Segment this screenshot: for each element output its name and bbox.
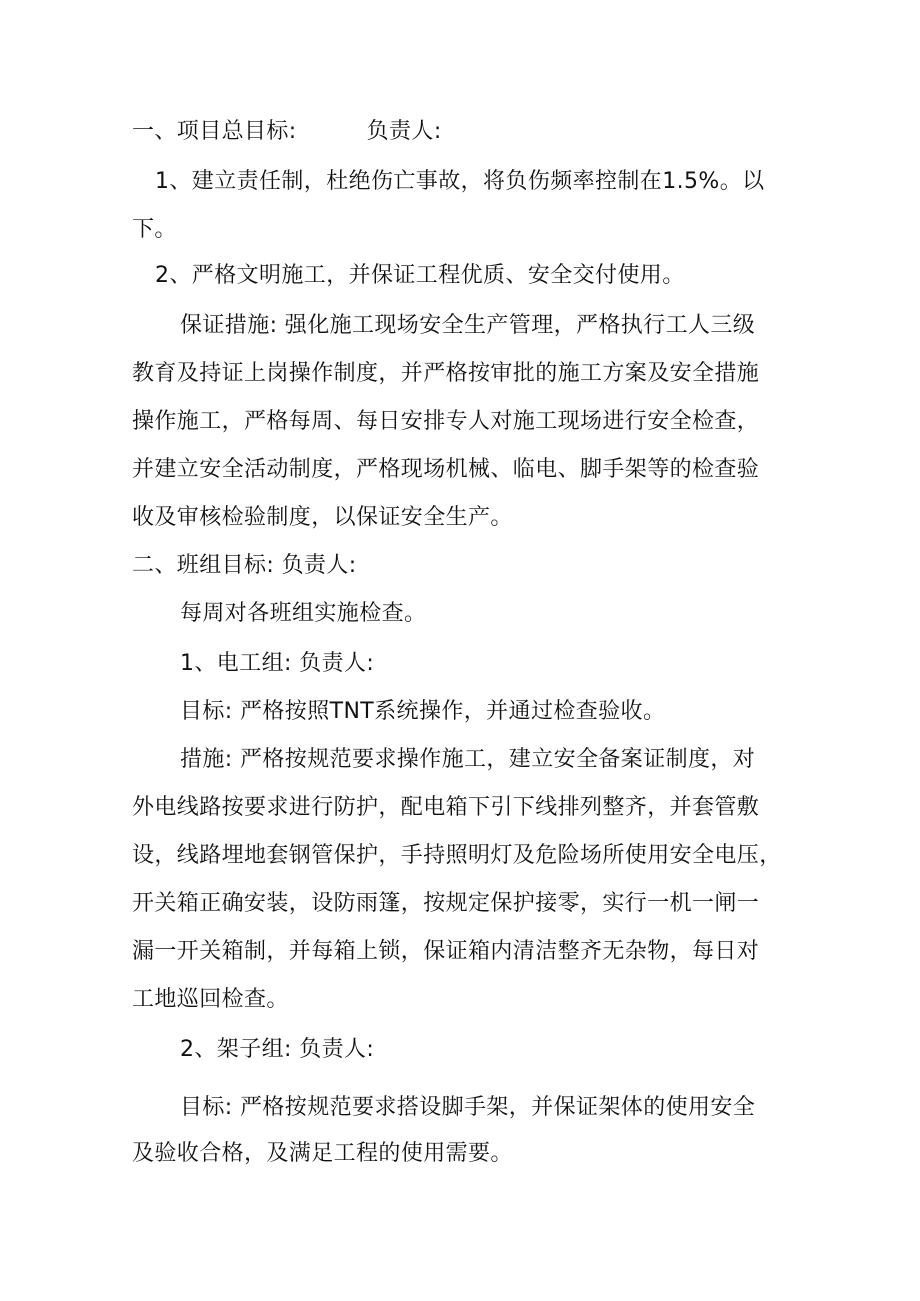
electrician-measures-line: 开关箱正确安装，设防雨篷，按规定保护接零，实行一机一闸一 [132, 891, 760, 916]
section-1-heading [132, 118, 442, 146]
section-2-heading: 二、班组目标: 负责人: [132, 553, 357, 578]
measures-paragraph-line: 并建立安全活动制度，严格现场机械、临电、脚手架等的检查验 [132, 457, 760, 482]
electrician-measures-line: 措施: 严格按规范要求操作施工，建立安全备案证制度，对 [180, 747, 756, 772]
measures-paragraph-line: 保证措施: 强化施工现场安全生产管理，严格执行工人三级 [180, 313, 756, 338]
goal-1-text: 1、建立责任制，杜绝伤亡事故，将负伤频率控制在1.5%。以 [155, 169, 765, 194]
electrician-measures-line: 外电线路按要求进行防护，配电箱下引下线排列整齐，并套管敷 [132, 795, 760, 820]
electrician-measures-line: 设，线路埋地套钢管保护，手持照明灯及危险场所使用安全电压， [132, 843, 782, 868]
scaffold-team-heading: 2、架子组: 负责人: [180, 1037, 375, 1062]
electrician-measures-line: 漏一开关箱制，并每箱上锁，保证箱内清洁整齐无杂物，每日对 [132, 939, 760, 964]
weekly-check-text: 每周对各班组实施检查。 [180, 601, 427, 626]
measures-paragraph-line: 操作施工，严格每周、每日安排专人对施工现场进行安全检查， [132, 409, 760, 434]
section-1-owner-label: 负责人: [366, 119, 442, 144]
electrician-measures-line: 工地巡回检查。 [132, 987, 289, 1012]
section-1-title: 一、项目总目标: [132, 119, 297, 144]
electrician-team-heading: 1、电工组: 负责人: [180, 651, 375, 676]
electrician-goal-text: 目标: 严格按照TNT系统操作，并通过检查验收。 [180, 699, 666, 724]
scaffold-goal-line: 目标: 严格按规范要求搭设脚手架，并保证架体的使用安全 [180, 1095, 756, 1120]
scaffold-goal-line: 及验收合格，及满足工程的使用需要。 [132, 1141, 513, 1166]
measures-paragraph-line: 收及审核检验制度，以保证安全生产。 [132, 505, 513, 530]
measures-paragraph-line: 教育及持证上岗操作制度，并严格按审批的施工方案及安全措施 [132, 361, 760, 386]
goal-1-text-cont: 下。 [132, 217, 177, 242]
goal-2-text: 2、严格文明施工，并保证工程优质、安全交付使用。 [155, 263, 685, 288]
